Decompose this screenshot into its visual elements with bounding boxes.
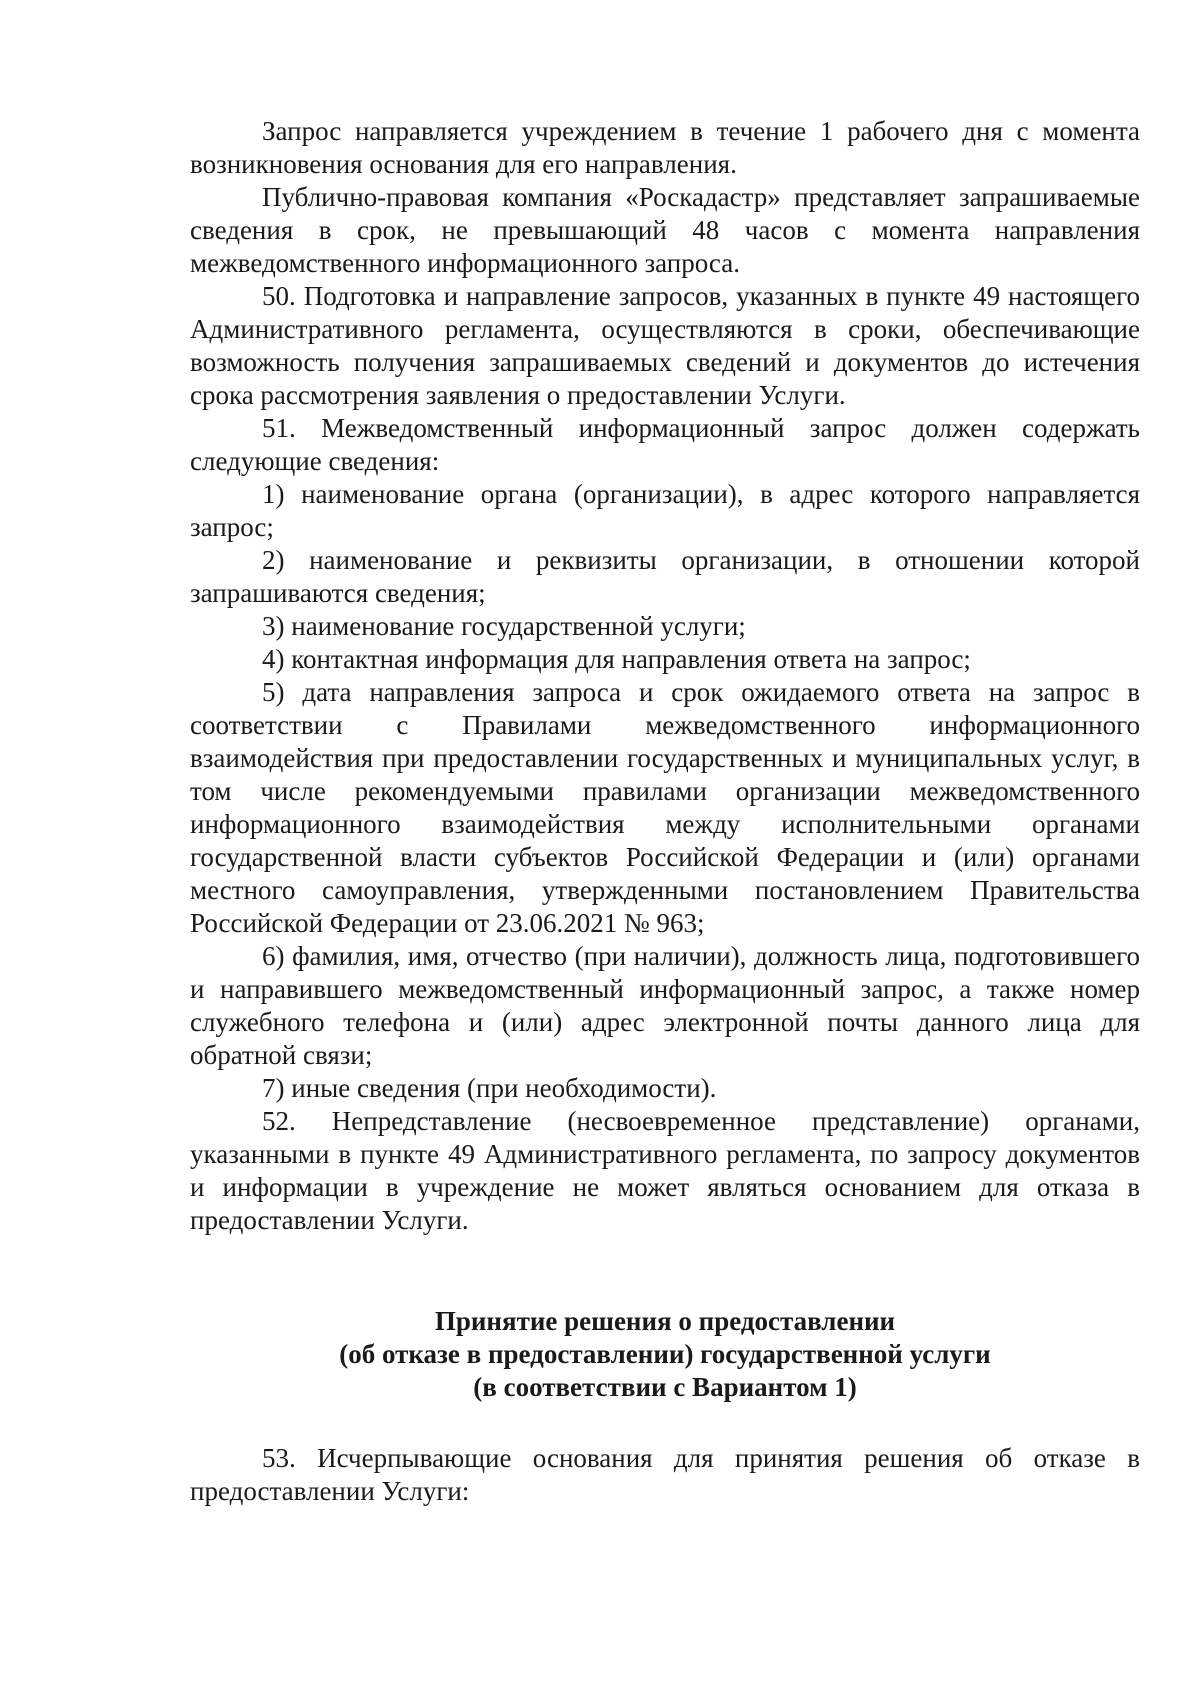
paragraph-request-timing: Запрос направляется учреждением в течение 1 рабочего дня с момента возникновения основания для его направления. bbox=[190, 116, 1140, 179]
document-body bbox=[190, 115, 1140, 1237]
paragraph-51: 51. Межведомственный информационный запрос должен содержать следующие сведения: bbox=[190, 413, 1140, 476]
list-item-1: 1) наименование органа (организации), в адрес которого направляется запрос; bbox=[190, 479, 1140, 542]
paragraph-53: 53. Исчерпывающие основания для принятия решения об отказе в предоставлении Услуги: bbox=[190, 1443, 1140, 1506]
paragraph-52: 52. Непредставление (несвоевременное представление) органами, указанными в пункте 49 Административного регламента, по запросу документов и информации в учреждение не может являться основанием для отказа в предоставлении Услуги. bbox=[190, 1106, 1140, 1235]
paragraph-50: 50. Подготовка и направление запросов, указанных в пункте 49 настоящего Административного регламента, осуществляются в сроки, обеспечивающие возможность получения запрашиваемых сведений и документов до истечения срока рассмотрения заявления о предоставлении Услуги. bbox=[190, 281, 1140, 410]
paragraph-roskadastr: Публично-правовая компания «Роскадастр» представляет запрашиваемые сведения в срок, не превышающий 48 часов с момента направления межведомственного информационного запроса. bbox=[190, 182, 1140, 278]
section-heading-line-1: Принятие решения о предоставлении bbox=[434, 1306, 896, 1336]
section-heading-line-3: (в соответствии с Вариантом 1) bbox=[473, 1372, 857, 1402]
list-item-4: 4) контактная информация для направления ответа на запрос; bbox=[262, 644, 971, 674]
document-body-continued bbox=[190, 1442, 1140, 1508]
list-item-3: 3) наименование государственной услуги; bbox=[262, 611, 746, 641]
section-heading bbox=[190, 1305, 1140, 1404]
section-heading-line-2: (об отказе в предоставлении) государственной услуги bbox=[339, 1339, 991, 1369]
list-item-6: 6) фамилия, имя, отчество (при наличии), должность лица, подготовившего и направившего межведомственный информационный запрос, а также номер служебного телефона и (или) адрес электронной почты данного лица для обратной связи; bbox=[190, 941, 1140, 1070]
list-item-7: 7) иные сведения (при необходимости). bbox=[262, 1073, 717, 1103]
list-item-5: 5) дата направления запроса и срок ожидаемого ответа на запрос в соответствии с Правилами межведомственного информационного взаимодействия при предоставлении государственных и муниципальных услуг, в том числе рекомендуемыми правилами организации межведомственного информационного взаимодействия между исполнительными органами государственной власти субъектов Российской Федерации и (или) органами местного самоуправления, утвержденными постановлением Правительства Российской Федерации от 23.06.2021 № 963; bbox=[190, 677, 1140, 938]
list-item-2: 2) наименование и реквизиты организации, в отношении которой запрашиваются сведения; bbox=[190, 545, 1140, 608]
